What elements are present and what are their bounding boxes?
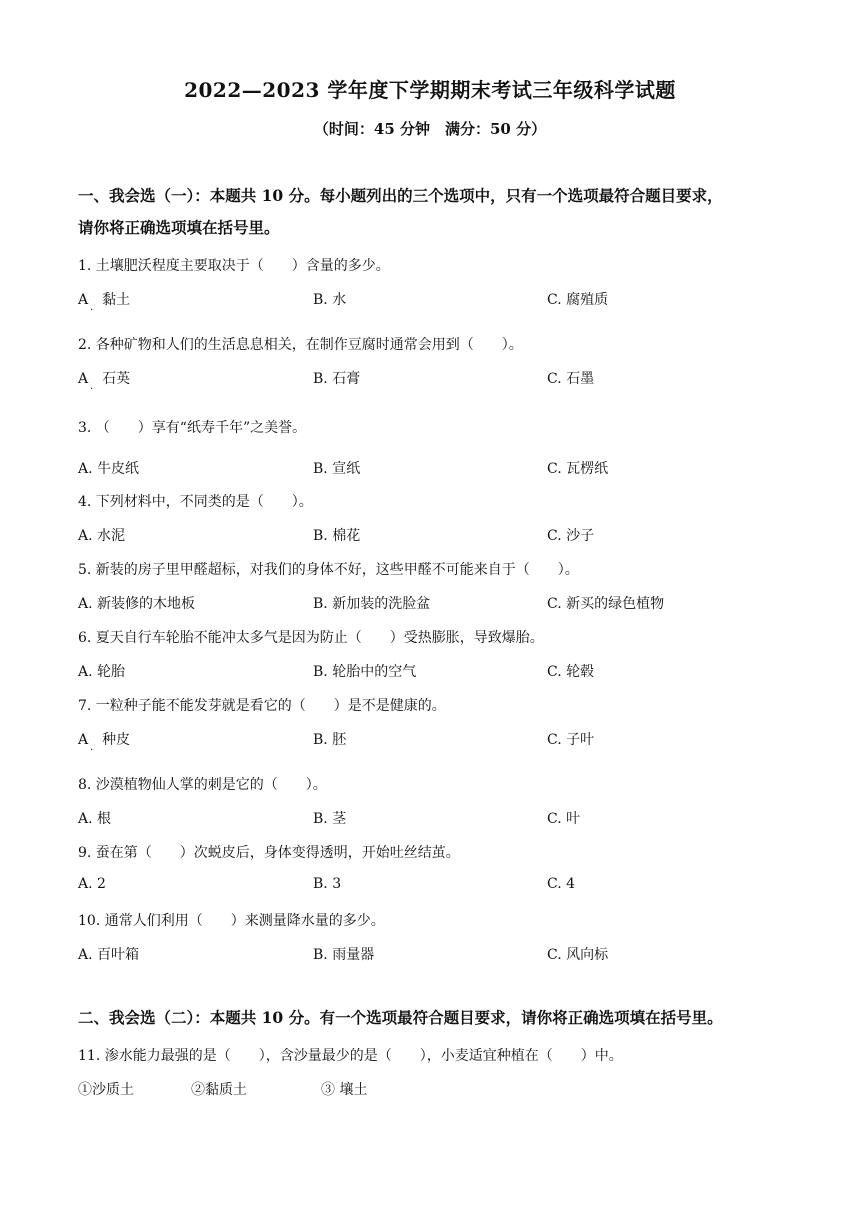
section1-heading-line2: 请你将正确选项填在括号里。 <box>78 218 280 237</box>
q11-choice-3: ③ 壤土 <box>321 1082 368 1098</box>
q3-option-c: C. 瓦楞纸 <box>547 461 609 477</box>
q7-option-c: C. 子叶 <box>547 732 595 748</box>
question-10: 10. 通常人们利用（ ）来测量降水量的多少。 <box>78 913 385 929</box>
q2-option-b: B. 石膏 <box>313 371 361 387</box>
section1-heading <box>78 180 790 244</box>
q6-option-a: A. 轮胎 <box>78 664 126 680</box>
q2-option-c: C. 石墨 <box>547 371 595 387</box>
q7-option-b: B. 胚 <box>313 732 347 748</box>
q3-option-b: B. 宣纸 <box>313 461 361 477</box>
q4-option-c: C. 沙子 <box>547 528 595 544</box>
q1-option-c: C. 腐殖质 <box>547 292 609 308</box>
q5-option-b: B. 新加装的洗脸盆 <box>313 596 431 612</box>
q2-dot-mark: · <box>90 384 94 395</box>
question-6: 6. 夏天自行车轮胎不能冲太多气是因为防止（ ）受热膨胀，导致爆胎。 <box>78 630 544 646</box>
q4-option-a: A. 水泥 <box>78 528 126 544</box>
q10-option-a: A. 百叶箱 <box>78 947 140 963</box>
question-8: 8. 沙漠植物仙人掌的刺是它的（ ）。 <box>78 777 327 793</box>
q11-choice-2: ②黏质土 <box>191 1082 247 1098</box>
q1-option-a: A 黏土 <box>78 292 131 308</box>
q8-option-a: A. 根 <box>78 811 112 827</box>
question-1: 1. 土壤肥沃程度主要取决于（ ）含量的多少。 <box>78 258 390 274</box>
section1-heading-line1: 一、我会选（一）：本题共 10 分。每小题列出的三个选项中，只有一个选项最符合题目要求， <box>78 186 723 205</box>
q1-dot-mark: · <box>90 305 94 316</box>
q6-option-c: C. 轮毂 <box>547 664 595 680</box>
q9-option-a: A. 2 <box>78 876 106 892</box>
q8-option-b: B. 茎 <box>313 811 347 827</box>
q9-option-b: B. 3 <box>313 876 342 892</box>
q3-option-a: A. 牛皮纸 <box>78 461 140 477</box>
q6-option-b: B. 轮胎中的空气 <box>313 664 417 680</box>
question-2: 2. 各种矿物和人们的生活息息相关，在制作豆腐时通常会用到（ ）。 <box>78 337 523 353</box>
q11-choice-1: ①沙质土 <box>78 1082 134 1098</box>
q9-option-c: C. 4 <box>547 876 576 892</box>
q10-option-b: B. 雨量器 <box>313 947 375 963</box>
q5-option-a: A. 新装修的木地板 <box>78 596 196 612</box>
q7-option-a: A 种皮 <box>78 732 131 748</box>
q7-dot-mark: · <box>90 745 94 756</box>
q2-option-a: A 石英 <box>78 371 131 387</box>
page-title: 2022—2023 学年度下学期期末考试三年级科学试题 <box>184 78 676 102</box>
question-3: 3. （ ）享有“纸寿千年”之美誉。 <box>78 420 307 436</box>
question-4: 4. 下列材料中，不同类的是（ ）。 <box>78 494 313 510</box>
question-7: 7. 一粒种子能不能发芽就是看它的（ ）是不是健康的。 <box>78 698 446 714</box>
question-11: 11. 渗水能力最强的是（ ），含沙量最少的是（ ），小麦适宜种植在（ ）中。 <box>78 1048 623 1064</box>
question-5: 5. 新装的房子里甲醛超标，对我们的身体不好，这些甲醛不可能来自于（ ）。 <box>78 562 579 578</box>
q5-option-c: C. 新买的绿色植物 <box>547 596 665 612</box>
q8-option-c: C. 叶 <box>547 811 581 827</box>
q10-option-c: C. 风向标 <box>547 947 609 963</box>
page-subtitle: （时间：45 分钟 满分：50 分） <box>313 120 547 138</box>
section2-heading: 二、我会选（二）：本题共 10 分。有一个选项最符合题目要求，请你将正确选项填在括号里。 <box>78 1008 723 1027</box>
q1-option-b: B. 水 <box>313 292 347 308</box>
q4-option-b: B. 棉花 <box>313 528 361 544</box>
question-9: 9. 蚕在第（ ）次蜕皮后，身体变得透明，开始吐丝结茧。 <box>78 845 460 861</box>
